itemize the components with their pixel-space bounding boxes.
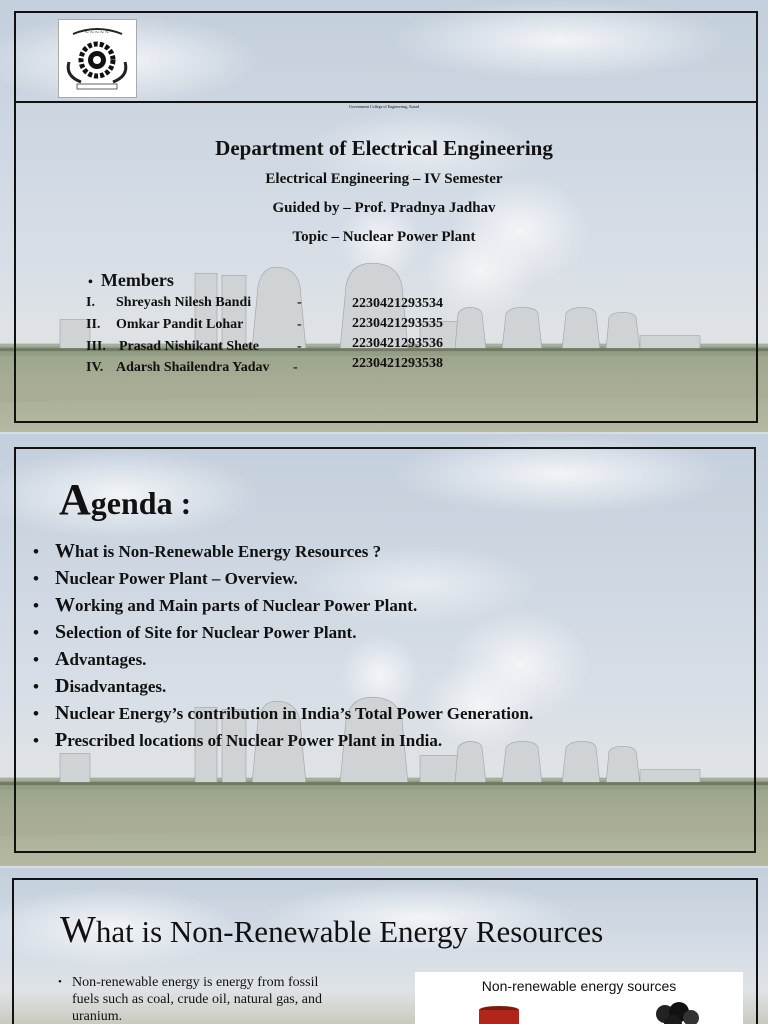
bullet-text-line: Non-renewable energy is energy from fossil bbox=[72, 975, 319, 990]
agenda-item-initial: S bbox=[55, 621, 67, 643]
agenda-title bbox=[59, 474, 191, 525]
agenda-item-text: rescribed locations of Nuclear Power Plant in India. bbox=[67, 731, 443, 750]
agenda-item-text: isadvantages. bbox=[69, 677, 167, 696]
agenda-item bbox=[29, 646, 533, 673]
member-dash: - bbox=[297, 317, 302, 332]
bullet-icon: • bbox=[33, 623, 39, 642]
agenda-item bbox=[29, 673, 533, 700]
member-name: Prasad Nishikant Shete bbox=[119, 339, 260, 354]
members-heading bbox=[88, 270, 174, 291]
member-id: 2230421293536 bbox=[352, 336, 443, 351]
bullet-icon: • bbox=[33, 542, 39, 561]
agenda-title-rest: genda : bbox=[90, 485, 192, 521]
agenda-item-initial: N bbox=[55, 567, 70, 589]
bullet-icon: • bbox=[33, 650, 39, 669]
slide-agenda bbox=[0, 434, 768, 866]
agenda-title-initial: A bbox=[59, 475, 91, 524]
bullet-icon: • bbox=[33, 704, 39, 723]
member-number: II. bbox=[86, 317, 101, 332]
college-logo bbox=[58, 19, 137, 98]
member-row bbox=[86, 317, 243, 333]
member-number: III. bbox=[86, 339, 106, 354]
member-id: 2230421293538 bbox=[352, 356, 443, 371]
agenda-item-text: hat is Non-Renewable Energy Resources ? bbox=[75, 542, 382, 561]
member-dash: - bbox=[293, 360, 298, 375]
agenda-item bbox=[29, 538, 533, 565]
non-renewable-image bbox=[415, 972, 743, 1024]
gear-seal-icon bbox=[59, 20, 136, 97]
member-dash: - bbox=[297, 339, 302, 354]
agenda-item bbox=[29, 592, 533, 619]
agenda-item bbox=[29, 700, 533, 727]
bullet-text-line: fuels such as coal, crude oil, natural gas, and bbox=[72, 992, 322, 1007]
agenda-item-text: uclear Power Plant – Overview. bbox=[69, 569, 298, 588]
agenda-item bbox=[29, 727, 533, 754]
oil-barrel-icon bbox=[479, 1006, 519, 1024]
member-dash: - bbox=[297, 295, 302, 310]
header-divider bbox=[16, 101, 756, 103]
member-name: Shreyash Nilesh Bandi bbox=[116, 295, 252, 310]
guide-text: Guided by – Prof. Pradnya Jadhav bbox=[272, 200, 496, 216]
bullet-icon: • bbox=[33, 596, 39, 615]
bullet-icon: • bbox=[33, 677, 39, 696]
slide3-bullet bbox=[58, 974, 322, 1024]
bullet-text-line: uranium. bbox=[72, 1009, 123, 1024]
member-row bbox=[86, 339, 259, 355]
member-name: Omkar Pandit Lohar bbox=[116, 317, 244, 332]
member-row bbox=[86, 295, 251, 311]
bullet-icon: • bbox=[33, 731, 39, 750]
coal-icon bbox=[656, 1002, 699, 1024]
agenda-item-initial: D bbox=[55, 675, 70, 697]
topic-text: Topic – Nuclear Power Plant bbox=[292, 229, 476, 245]
member-id: 2230421293535 bbox=[352, 316, 443, 331]
slide3-title-rest: hat is Non-Renewable Energy Resources bbox=[95, 914, 604, 949]
member-name: Adarsh Shailendra Yadav bbox=[116, 360, 270, 375]
department-title: Department of Electrical Engineering bbox=[215, 136, 553, 160]
agenda-list bbox=[29, 538, 533, 754]
agenda-item-text: uclear Energy’s contribution in India’s Total Power Generation. bbox=[69, 704, 534, 723]
bullet-icon: • bbox=[88, 275, 93, 290]
image-caption: Non-renewable energy sources bbox=[481, 978, 677, 994]
slide-non-renewable bbox=[0, 868, 768, 1024]
tiny-caption: Government College of Engineering, Karad bbox=[348, 104, 420, 109]
agenda-item bbox=[29, 565, 533, 592]
agenda-item-initial: W bbox=[55, 540, 75, 562]
agenda-item-initial: A bbox=[55, 648, 70, 670]
agenda-item-text: orking and Main parts of Nuclear Power Plant. bbox=[75, 596, 418, 615]
member-row bbox=[86, 360, 270, 376]
bullet-icon: • bbox=[58, 976, 62, 988]
semester-text: Electrical Engineering – IV Semester bbox=[265, 171, 503, 187]
slide3-title bbox=[60, 908, 603, 952]
agenda-item-initial: W bbox=[55, 594, 75, 616]
agenda-item-text: dvantages. bbox=[69, 650, 147, 669]
member-number: IV. bbox=[86, 360, 104, 375]
svg-text:~~~~~: ~~~~~ bbox=[84, 29, 110, 36]
agenda-item bbox=[29, 619, 533, 646]
agenda-item-text: election of Site for Nuclear Power Plant. bbox=[66, 623, 357, 642]
agenda-item-initial: P bbox=[55, 729, 68, 751]
agenda-item-initial: N bbox=[55, 702, 70, 724]
members-heading-label: Members bbox=[100, 270, 174, 290]
slide3-title-initial: W bbox=[60, 909, 96, 951]
member-number: I. bbox=[86, 295, 95, 310]
slide-title bbox=[0, 0, 768, 432]
member-id: 2230421293534 bbox=[352, 296, 443, 311]
bullet-icon: • bbox=[33, 569, 39, 588]
